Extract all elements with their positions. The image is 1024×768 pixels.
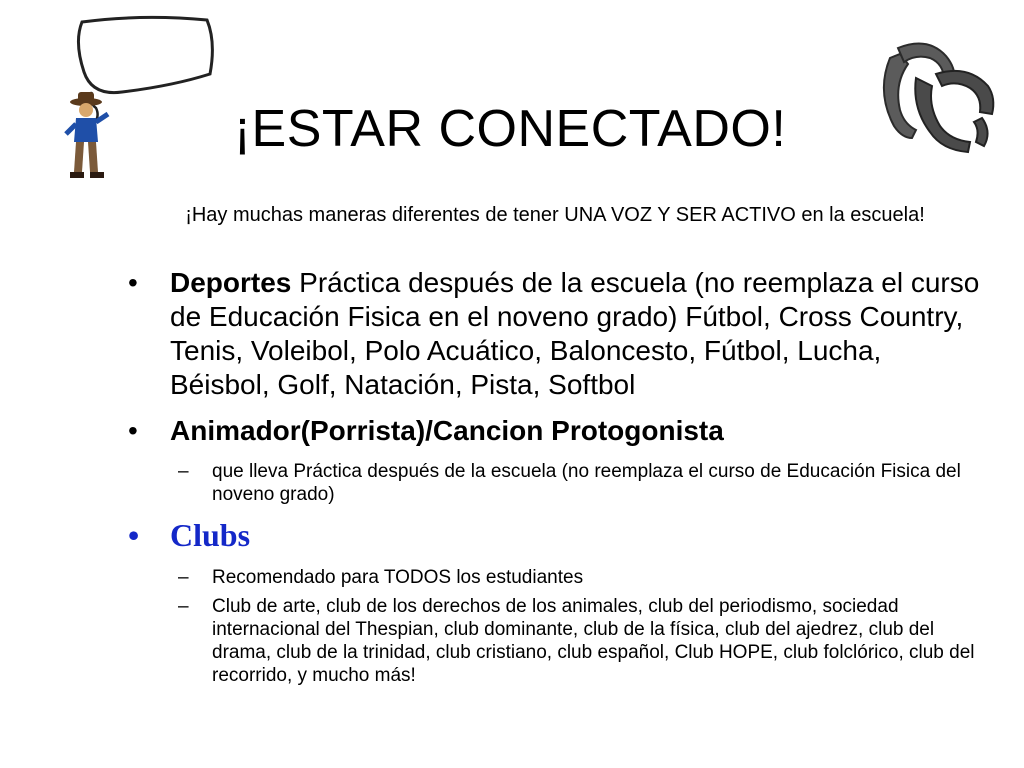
bullet-item-clubs <box>128 516 988 554</box>
dash-marker: – <box>178 567 189 588</box>
bullet-heading: Animador(Porrista)/Cancion Protogonista <box>170 415 724 446</box>
intro-text: ¡Hay muchas maneras diferentes de tener UNA VOZ Y SER ACTIVO en la escuela! <box>185 204 925 226</box>
dash-marker: – <box>178 596 189 617</box>
sub-bullet-item <box>128 460 988 506</box>
dash-marker: – <box>178 461 189 482</box>
horseshoes-icon <box>872 34 1004 160</box>
bullet-text: Práctica después de la escuela (no reemplaza el curso de Educación Fisica en el noveno grado) Fútbol, Cross Country, Tenis, Voleibol, Polo Acuático, Baloncesto, Fútbol, Lucha, Béisbol, Golf, Natación, Pista, Softbol <box>170 267 980 400</box>
sub-bullet-item <box>128 566 988 589</box>
bullet-item-deportes <box>128 266 988 402</box>
bullet-marker: • <box>128 415 138 446</box>
sub-bullet-text: Recomendado para TODOS los estudiantes <box>212 567 584 588</box>
bullet-heading: Clubs <box>170 517 251 553</box>
bullet-heading: Deportes <box>170 267 292 298</box>
bullet-list <box>128 266 988 693</box>
bullet-marker: • <box>128 517 140 553</box>
sub-bullet-text: Club de arte, club de los derechos de los animales, club del periodismo, sociedad internacional del Thespian, club dominante, club de la física, club del ajedrez, club del drama, club de la trinidad, club cristiano, club español, Club HOPE, club folclórico, club del recorrido, y mucho más! <box>212 596 975 686</box>
sub-bullet-item <box>128 595 988 687</box>
sub-bullet-text: que lleva Práctica después de la escuela (no reemplaza el curso de Educación Fisica del noveno grado) <box>212 461 961 505</box>
bullet-marker: • <box>128 267 138 298</box>
bullet-item-animador <box>128 414 988 448</box>
page-title: ¡ESTAR CONECTADO! <box>233 99 787 158</box>
